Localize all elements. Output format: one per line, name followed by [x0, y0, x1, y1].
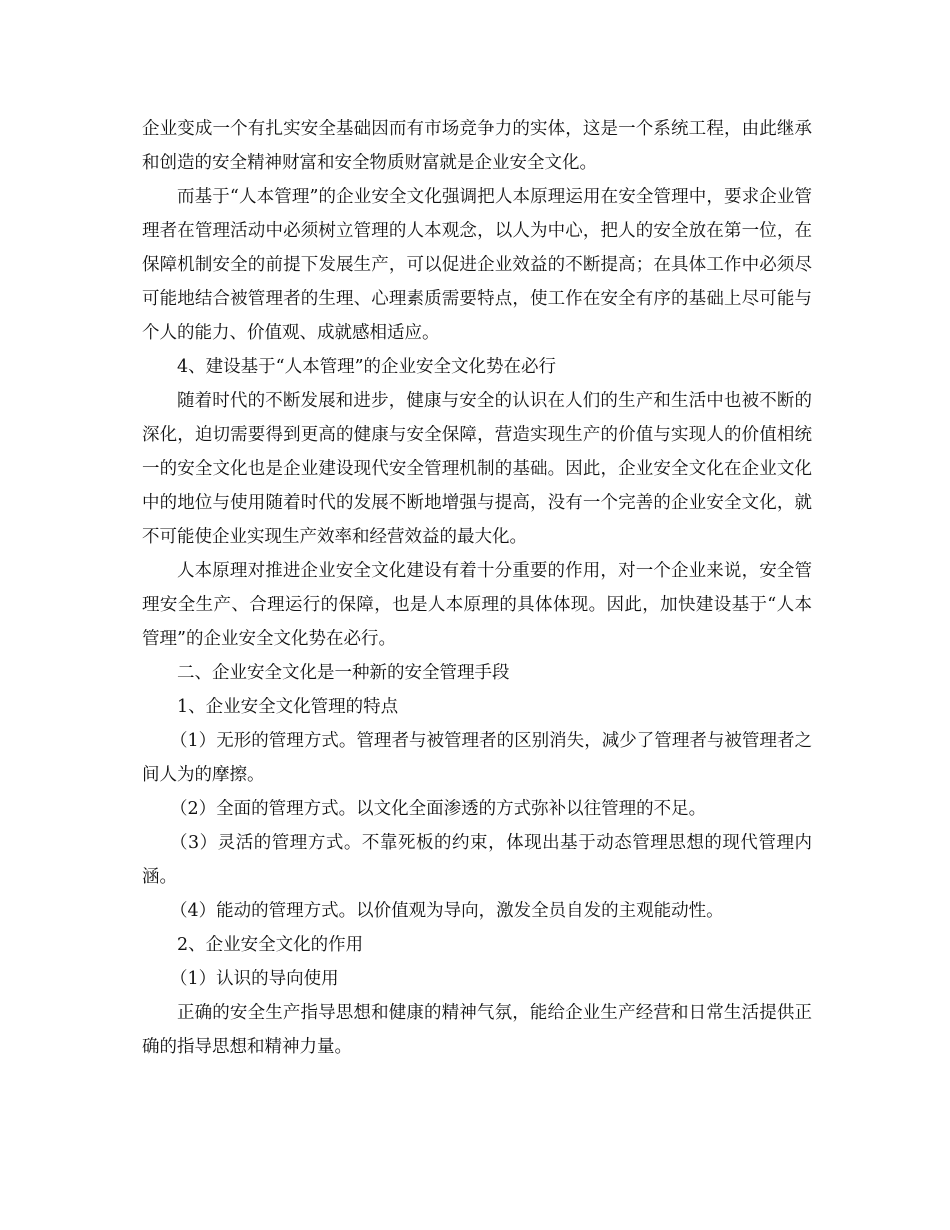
paragraph-times-development: 随着时代的不断发展和进步，健康与安全的认识在人们的生产和生活中也被不断的深化，迫切需要得到更高的健康与安全保障，营造实现生产的价值与实现人的价值相统一的安全文化也是企业建设现代安全管理机制的基础。因此，企业安全文化在企业文化中的地位与使用随着时代的发展不断地增强与提高，没有一个完善的企业安全文化，就不可能使企业实现生产效率和经营效益的最大化。: [142, 391, 812, 547]
list-item-feature-4: （4）能动的管理方式。以价值观为导向，激发全员自发的主观能动性。: [170, 901, 724, 921]
heading-part-two: 二、企业安全文化是一种新的安全管理手段: [177, 663, 510, 683]
paragraph-guiding-ideology: 正确的安全生产指导思想和健康的精神气氛，能给企业生产经营和日常生活提供正确的指导思想和精神力量。: [142, 1003, 812, 1057]
list-item-feature-2: （2）全面的管理方式。以文化全面渗透的方式弥补以往管理的不足。: [170, 799, 707, 819]
paragraph-human-centered-safety-culture: 而基于“人本管理”的企业安全文化强调把人本原理运用在安全管理中，要求企业管理者在管理活动中必须树立管理的人本观念，以人为中心，把人的安全放在第一位，在保障机制安全的前提下发展生产，可以促进企业效益的不断提高；在具体工作中必须尽可能地结合被管理者的生理、心理素质需要特点，使工作在安全有序的基础上尽可能与个人的能力、价值观、成就感相适应。: [142, 187, 812, 343]
heading-management-features: 1、企业安全文化管理的特点: [177, 697, 399, 717]
list-item-feature-3: （3）灵活的管理方式。不靠死板的约束，体现出基于动态管理思想的现代管理内涵。: [142, 833, 812, 887]
heading-section-4: 4、建设基于“人本管理”的企业安全文化势在必行: [177, 357, 557, 377]
heading-culture-functions: 2、企业安全文化的作用: [177, 935, 364, 955]
list-item-feature-1: （1）无形的管理方式。管理者与被管理者的区别消失，减少了管理者与被管理者之间人为的摩擦。: [142, 731, 812, 785]
paragraph-continuation: 企业变成一个有扎实安全基础因而有市场竞争力的实体，这是一个系统工程，由此继承和创造的安全精神财富和安全物质财富就是企业安全文化。: [142, 119, 812, 173]
list-item-function-1: （1）认识的导向使用: [170, 969, 339, 989]
paragraph-human-principle: 人本原理对推进企业安全文化建设有着十分重要的作用，对一个企业来说，安全管理安全生产、合理运行的保障，也是人本原理的具体体现。因此，加快建设基于“人本管理”的企业安全文化势在必行。: [142, 561, 812, 649]
document-body: [142, 112, 812, 1064]
